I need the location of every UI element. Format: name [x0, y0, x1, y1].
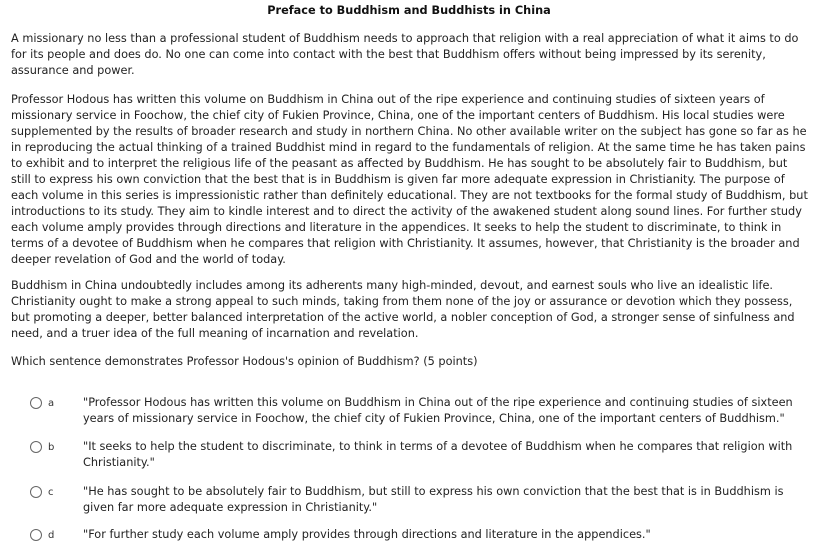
- radio-button-d[interactable]: [30, 529, 42, 541]
- question-prompt: Which sentence demonstrates Professor Hodous's opinion of Buddhism? (5 points): [11, 355, 478, 368]
- choice-letter-a: a: [48, 398, 55, 409]
- choice-letter-c: c: [48, 487, 54, 498]
- passage-paragraph-1: A missionary no less than a professional student of Buddhism needs to approach that religion with a real appreciation of what it aims to do for its people and does do. No one can come into contact with the best that Buddhism offers without being impressed by its serenity, assurance and power.: [11, 32, 799, 77]
- radio-button-a[interactable]: [30, 397, 42, 409]
- choice-text-a[interactable]: "Professor Hodous has written this volume on Buddhism in China out of the ripe experience and continuing studies of sixteen years of missionary service in Foochow, the chief city of Fukien Province, China, one of the important centers of Buddhism.": [83, 396, 793, 425]
- choice-text-d[interactable]: "For further study each volume amply provides through directions and literature in the appendices.": [83, 528, 651, 541]
- radio-button-b[interactable]: [30, 441, 42, 453]
- choice-letter-b: b: [48, 442, 55, 453]
- radio-button-c[interactable]: [30, 486, 42, 498]
- choice-text-c[interactable]: "He has sought to be absolutely fair to Buddhism, but still to express his own conviction that the best that is in Buddhism is given far more adequate expression in Christianity.": [83, 485, 784, 514]
- choice-letter-d: d: [48, 530, 55, 541]
- choice-text-b[interactable]: "It seeks to help the student to discriminate, to think in terms of a devotee of Buddhism when he compares that religion with Christianity.": [83, 440, 793, 469]
- passage-title: Preface to Buddhism and Buddhists in China: [267, 4, 551, 17]
- passage-paragraph-3: Buddhism in China undoubtedly includes among its adherents many high-minded, devout, and earnest souls who live an idealistic life. Christianity ought to make a strong appeal to such minds, taking from them none of the joy or assurance or devotion which they possess, but promoting a deeper, better balanced interpretation of the active world, a nobler conception of God, a stronger sense of sinfulness and need, and a truer idea of the full meaning of incarnation and revelation.: [11, 279, 795, 340]
- passage-paragraph-2: Professor Hodous has written this volume on Buddhism in China out of the ripe experience and continuing studies of sixteen years of missionary service in Foochow, the chief city of Fukien Province, China, one of the important centers of Buddhism. His local studies were supplemented by the results of broader research and study in northern China. No other available writer on the subject has gone so far as he in reproducing the actual thinking of a trained Buddhist mind in regard to the fundamentals of religion. At the same time he has taken pains to exhibit and to interpret the religious life of the peasant as affected by Buddhism. He has sought to be absolutely fair to Buddhism, but still to express his own conviction that the best that is in Buddhism is given far more adequate expression in Christianity. The purpose of each volume in this series is impressionistic rather than definitely educational. They are not textbooks for the formal study of Buddhism, but introductions to its study. They aim to kindle interest and to direct the activity of the awakened student along sound lines. For further study each volume amply provides through directions and literature in the appendices. It seeks to help the student to discriminate, to think in terms of a devotee of Buddhism when he compares that religion with Christianity. It assumes, however, that Christianity is the broader and deeper revelation of God and the world of today.: [11, 93, 808, 266]
